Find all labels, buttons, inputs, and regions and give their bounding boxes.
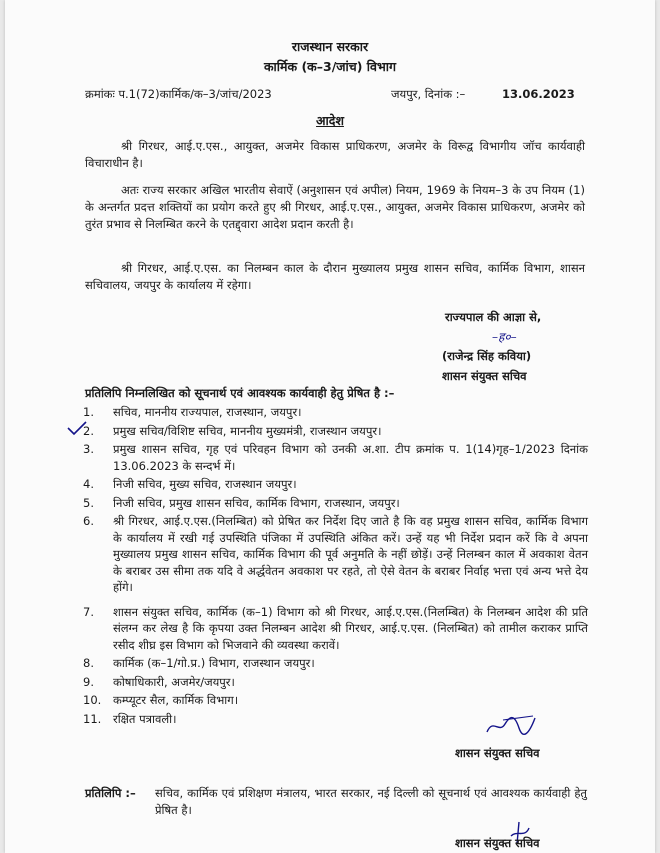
handwritten-signature: [483, 712, 543, 738]
department-name: कार्मिक (क–3/जांच) विभाग: [263, 59, 397, 74]
list-item: 7. शासन संयुक्त सचिव, कार्मिक (क–1) विभाग को श्री गिरधर, आई.ए.एस.(निलम्बित) के निलम्बन आदेश की प्रति संलग्न कर लेख है कि कृपया उक्त निलम्बन आदेश श्री गिरधर, आई.ए.एस. (निलम्बित) को तामील कराकर प्राप्ति रसीद शीघ्र इस विभाग को भिजवाने की व्यवस्था करावें।: [83, 604, 588, 652]
paragraph-1: श्री गिरधर, आई.ए.एस., आयुक्त, अजमेर विकास प्राधिकरण, अजमेर के विरूद्व विभागीय जॉच कार्यवाही विचाराधीन है।: [85, 139, 585, 170]
list-item: 4. निजी सचिव, मुख्य सचिव, राजस्थान जयपुर।: [83, 477, 297, 491]
list-item: 9. कोषाधिकारी, अजमेर/जयपुर।: [83, 674, 235, 689]
signature-initials: –ह०–: [492, 330, 517, 344]
list-item: 10. कम्प्यूटर सैल, कार्मिक विभाग।: [83, 693, 239, 707]
order-date: 13.06.2023: [502, 87, 575, 101]
list-item: 8. कार्मिक (क–1/गो.प्र.) विभाग, राजस्थान जयपुर।: [83, 656, 315, 670]
list-item: 3. प्रमुख शासन सचिव, गृह एवं परिवहन विभाग को उनकी अ.शा. टीप क्रमांक प. 1(14)गृह–1/2023 दिनांक 13.06.2023 के सन्दर्भ में।: [83, 442, 588, 473]
paragraph-3: श्री गिरधर, आई.ए.एस. का निलम्बन काल के दौरान मुख्यालय प्रमुख शासन सचिव, कार्मिक विभाग, शासन सचिवालय, जयपुर के कार्यालय में रहेगा।: [85, 261, 585, 292]
signature-designation-2: शासन संयुक्त सचिव: [455, 836, 540, 850]
officer-designation: शासन संयुक्त सचिव: [442, 369, 527, 383]
document-page: [5, 0, 655, 853]
government-name: राजस्थान सरकार: [291, 39, 369, 54]
copy-heading: प्रतिलिपि निम्नलिखित को सूचनार्थ एवं आवश्यक कार्यवाही हेतु प्रेषित है :–: [85, 386, 395, 400]
order-title: आदेश: [316, 113, 344, 128]
copy2-text: सचिव, कार्मिक एवं प्रशिक्षण मंत्रालय, भारत सरकार, नई दिल्ली को सूचनार्थ एवं आवश्यक कार्यवाही हेतु प्रेषित है।: [155, 786, 587, 817]
officer-name: (राजेन्द्र सिंह कविया): [442, 349, 532, 363]
list-item: 2. प्रमुख सचिव/विशिष्ट सचिव, माननीय मुख्यमंत्री, राजस्थान जयपुर।: [83, 423, 382, 438]
reference-number: क्रमांकः प.1(72)कार्मिक/क–3/जांच/2023: [85, 87, 272, 101]
by-order-line: राज्यपाल की आज्ञा से,: [445, 310, 542, 324]
copy2-label: प्रतिलिपि :–: [85, 786, 136, 800]
list-item: 11. रक्षित पत्रावली।: [83, 711, 177, 726]
signature-designation-1: शासन संयुक्त सचिव: [455, 746, 540, 760]
list-item: 5. निजी सचिव, प्रमुख शासन सचिव, कार्मिक विभाग, राजस्थान, जयपुर।: [83, 495, 400, 510]
place-date-label: जयपुर, दिनांक :–: [391, 87, 466, 101]
paragraph-2: अतः राज्य सरकार अखिल भारतीय सेवाऐं (अनुशासन एवं अपील) नियम, 1969 के नियम–3 के उप नियम (1) के अन्तर्गत प्रदत्त शक्तियों का प्रयोग करते हुए श्री गिरधर, आई.ए.एस., आयुक्त, अजमेर विकास प्राधिकरण, अजमेर को तुरंत प्रभाव से निलम्बित करने के एतद्द्वारा आदेश प्रदान करती है।: [85, 183, 585, 231]
list-item: 1. सचिव, माननीय राज्यपाल, राजस्थान, जयपुर।: [83, 405, 302, 419]
list-item: 6. श्री गिरधर, आई.ए.एस.(निलम्बित) को प्रेषित कर निर्देश दिए जाते है कि वह प्रमुख शासन सचिव, कार्मिक विभाग के कार्यालय में रखी गई उपस्थिति पंजिका में उपस्थिति अंकित करें। उन्हें यह भी निर्देश प्रदान करें कि वे अपना मुख्यालय प्रमुख शासन सचिव, कार्मिक विभाग की पूर्व अनुमति के नहीं छोड़ें। उन्हें निलम्बन काल में अवकाश वेतन के बराबर उस सीमा तक यदि वे अर्द्धवेतन अवकाश पर रहते, तो ऐसे वेतन के बराबर निर्वाह भत्ता एवं अन्य भत्ते देय होंगे।: [83, 514, 588, 594]
copy-list: [83, 404, 588, 729]
